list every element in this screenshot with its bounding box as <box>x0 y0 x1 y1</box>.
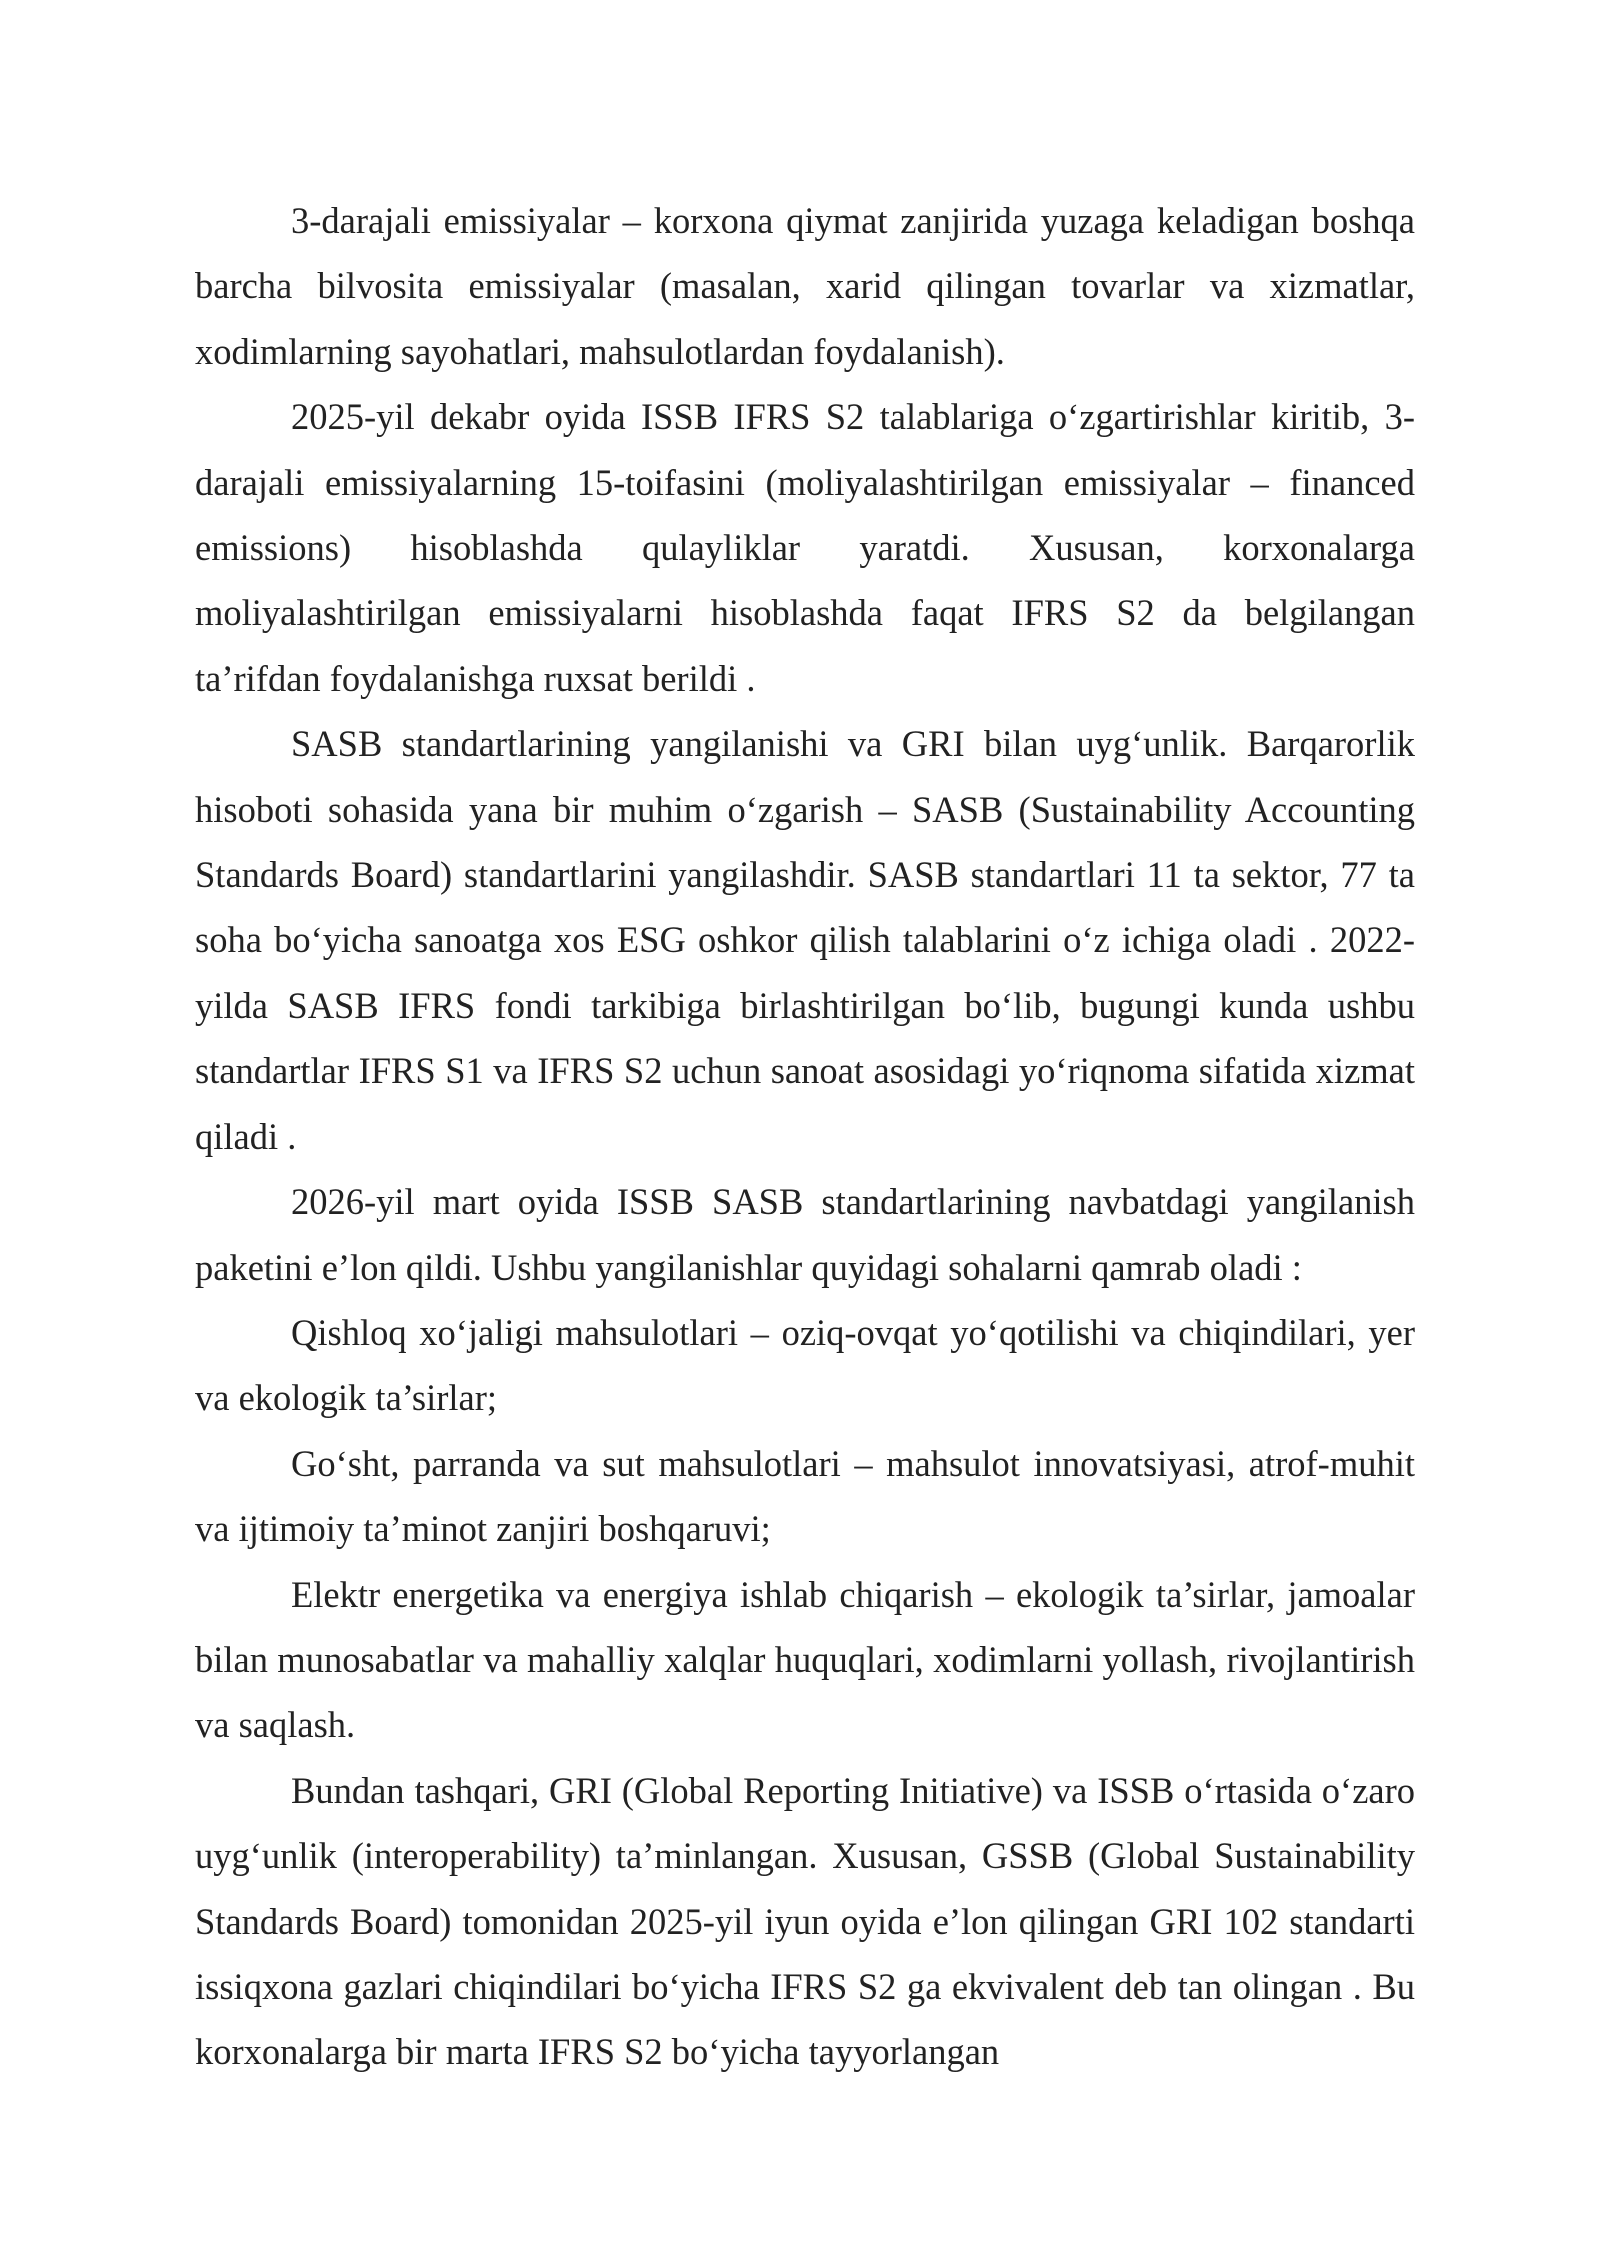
list-item-agriculture: Qishloq xoʻjaligi mahsulotlari – oziq-ovqat yoʻqotilishi va chiqindilari, yer va ekologik ta’sirlar; <box>195 1311 1415 1419</box>
list-item-electric-power: Elektr energetika va energiya ishlab chiqarish – ekologik ta’sirlar, jamoalar bilan munosabatlar va mahalliy xalqlar huquqlari, xodimlarni yollash, rivojlantirish va saqlash. <box>195 1573 1415 1746</box>
paragraph-sasb-2026-package: 2026-yil mart oyida ISSB SASB standartlarining navbatdagi yangilanish paketini e’lon qildi. Ushbu yangilanishlar quyidagi sohalarni qamrab oladi : <box>195 1181 1415 1288</box>
list-item-meat-poultry-dairy: Goʻsht, parranda va sut mahsulotlari – mahsulot innovatsiyasi, atrof-muhit va ijtimoiy ta’minot zanjiri boshqaruvi; <box>195 1442 1415 1550</box>
paragraph-ifrs-s2-amendment: 2025-yil dekabr oyida ISSB IFRS S2 talablariga oʻzgartirishlar kiritib, 3-darajali emissiyalarning 15-toifasini (moliyalashtirilgan emissiyalar – financed emissions) hisoblashda qulayliklar yaratdi. Xususan, korxonalarga moliyalashtirilgan emissiyalarni hisoblashda faqat IFRS S2 da belgilangan ta’rifdan foydalanishga ruxsat berildi . <box>195 396 1415 699</box>
paragraph-gri-issb-interoperability: Bundan tashqari, GRI (Global Reporting Initiative) va ISSB oʻrtasida oʻzaro uygʻunlik (interoperability) ta’minlangan. Xususan, GSSB (Global Sustainability Standards Board) tomonidan 2025-yil iyun oyida e’lon qilingan GRI 102 standarti issiqxona gazlari chiqindilari boʻyicha IFRS S2 ga ekvivalent deb tan olingan . Bu korxonalarga bir marta IFRS S2 boʻyicha tayyorlangan <box>195 1769 1415 2073</box>
paragraph-scope3-definition: 3-darajali emissiyalar – korxona qiymat zanjirida yuzaga keladigan boshqa barcha bilvosita emissiyalar (masalan, xarid qilingan tovarlar va xizmatlar, xodimlarning sayohatlari, mahsulotlardan foydalanish). <box>195 200 1415 372</box>
paragraph-sasb-update: SASB standartlarining yangilanishi va GRI bilan uygʻunlik. Barqarorlik hisoboti sohasida yana bir muhim oʻzgarish – SASB (Sustainability Accounting Standards Board) standartlarini yangilashdir. SASB standartlari 11 ta sektor, 77 ta soha boʻyicha sanoatga xos ESG oshkor qilish talablarini oʻz ichiga oladi . 2022-yilda SASB IFRS fondi tarkibiga birlashtirilgan boʻlib, bugungi kunda ushbu standartlar IFRS S1 va IFRS S2 uchun sanoat asosidagi yoʻriqnoma sifatida xizmat qiladi . <box>195 723 1415 1157</box>
body-text <box>195 188 1415 2085</box>
